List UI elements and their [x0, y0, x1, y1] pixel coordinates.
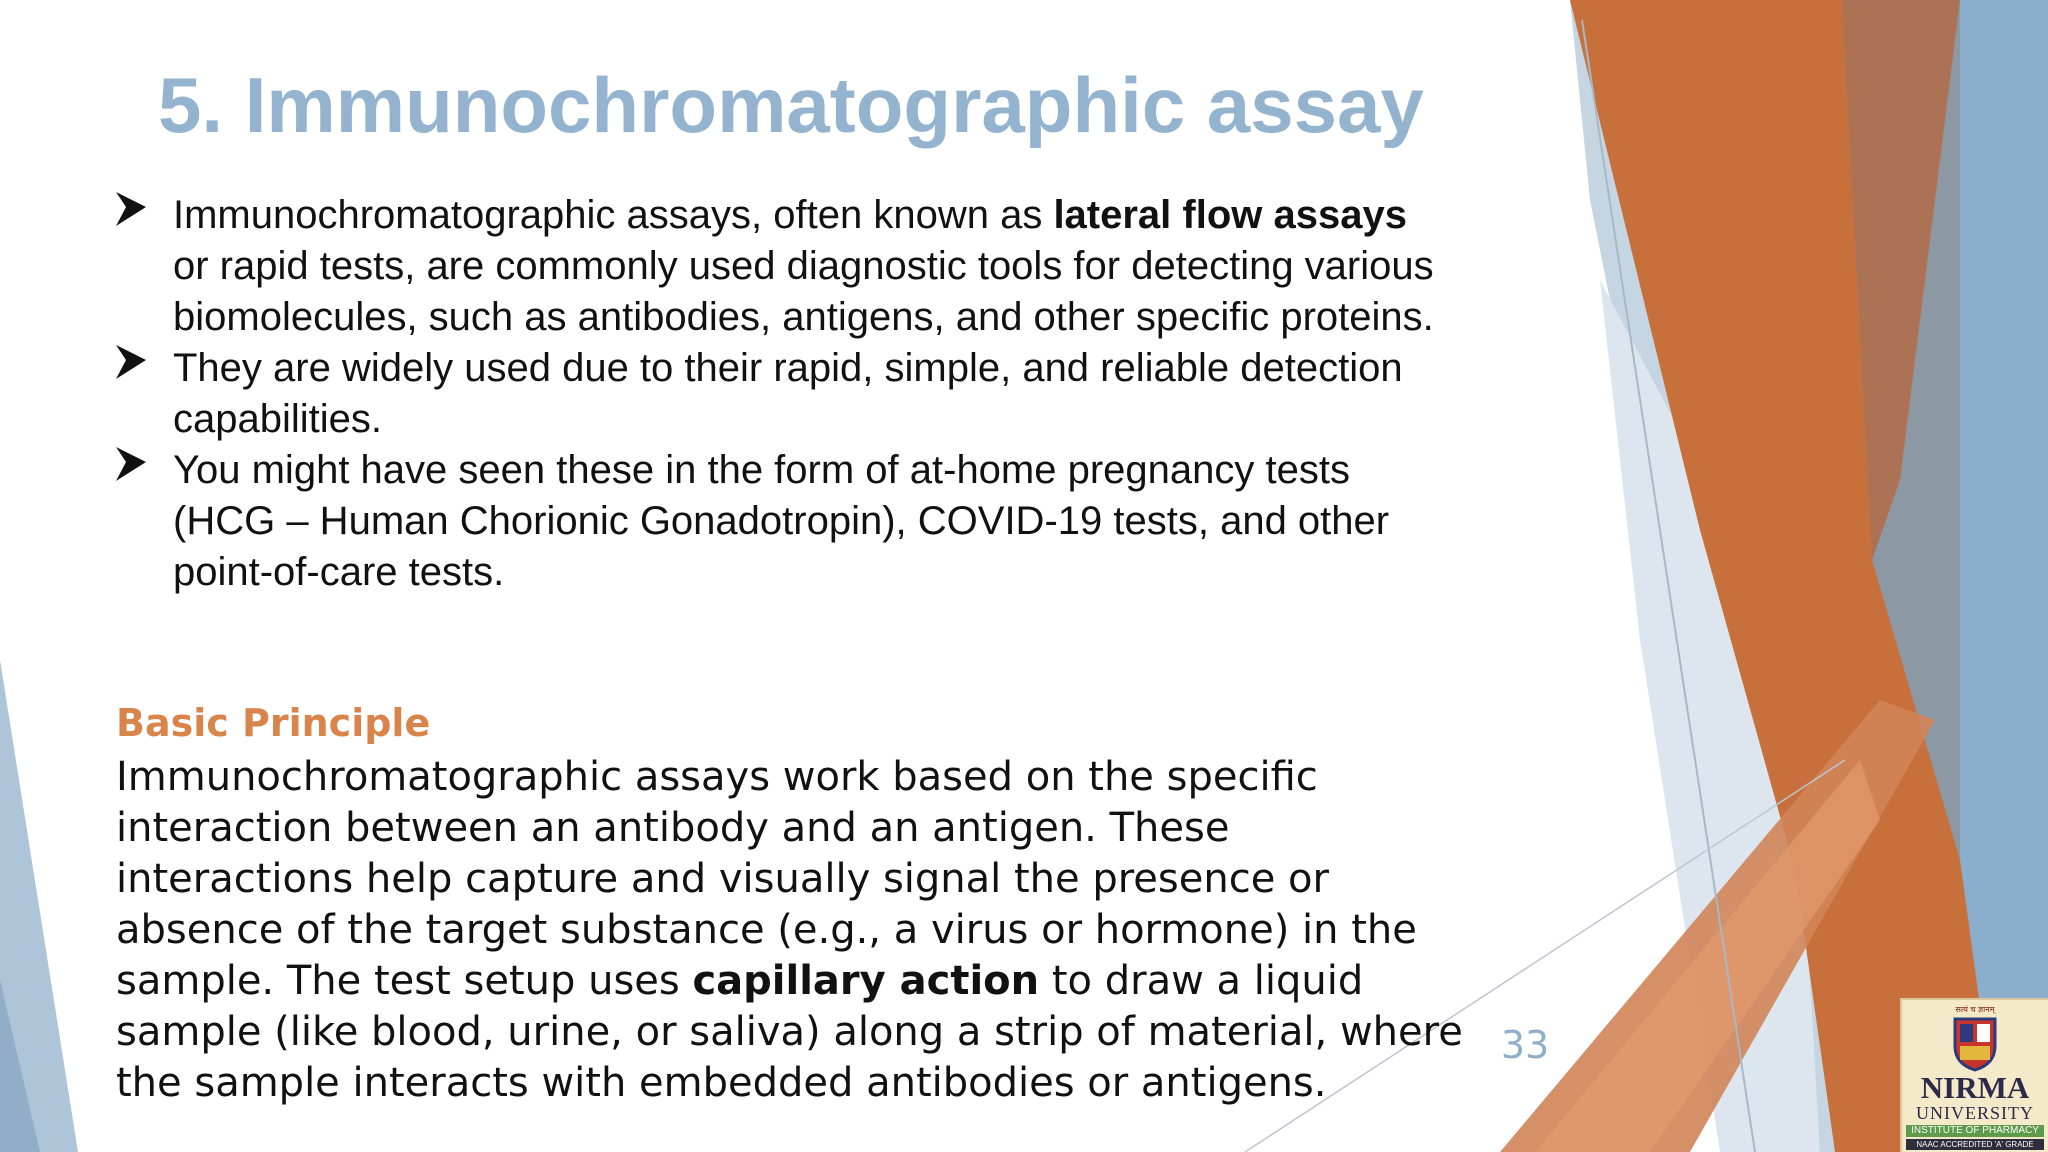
principle-paragraph — [116, 752, 1466, 1109]
bullet-item — [116, 343, 1436, 445]
bullet-text-segment: or rapid tests, are commonly used diagnostic tools for detecting various biomolecules, such as antibodies, antigens, and other specific proteins. — [173, 244, 1434, 339]
arrowhead-bullet-icon — [116, 447, 146, 481]
bullet-text — [173, 346, 1403, 441]
logo-accreditation-band: NAAC ACCREDITED 'A' GRADE — [1906, 1139, 2044, 1150]
logo-name: NIRMA — [1920, 1070, 2030, 1105]
principle-text-segment: Immunochromatographic assays work based on the specific interaction between an antibody and an antigen. These interactions help capture and visually signal the presence or absence of the target substance (e.g., a virus or hormone) in the sample. The test setup uses — [116, 754, 1417, 1004]
bullet-text-segment: They are widely used due to their rapid, simple, and reliable detection capabilities. — [173, 346, 1403, 441]
bullet-list — [116, 190, 1436, 598]
logo-subname: UNIVERSITY — [1916, 1103, 2034, 1123]
slide-number: 33 — [1500, 1023, 1550, 1067]
logo-tagline: सत्यं च ज्ञानम् — [1955, 1005, 1995, 1014]
slide-title: 5. Immunochromatographic assay — [158, 61, 1424, 149]
bullet-text-segment: You might have seen these in the form of at-home pregnancy tests (HCG – Human Chorionic Gonadotropin), COVID-19 tests, and other point-of-care tests. — [173, 448, 1390, 594]
principle-text-bold: capillary action — [692, 958, 1040, 1004]
bullet-text-bold: lateral flow assays — [1053, 193, 1407, 237]
bullet-text — [173, 448, 1389, 594]
arrowhead-bullet-icon — [116, 345, 146, 379]
logo-institute-band: INSTITUTE OF PHARMACY — [1906, 1125, 2044, 1137]
university-logo — [1900, 998, 2048, 1152]
bullet-text — [173, 193, 1434, 339]
university-crest-icon — [1952, 1016, 1998, 1072]
bullet-text-segment: Immunochromatographic assays, often known as — [173, 193, 1054, 237]
bullet-item — [116, 445, 1436, 598]
arrowhead-bullet-icon — [116, 192, 146, 226]
principle-text-segment: to draw a liquid sample (like blood, urine, or saliva) along a strip of material, where the sample interacts with embedded antibodies or antigens. — [116, 958, 1463, 1106]
bullet-item — [116, 190, 1436, 343]
section-heading: Basic Principle — [116, 701, 431, 745]
